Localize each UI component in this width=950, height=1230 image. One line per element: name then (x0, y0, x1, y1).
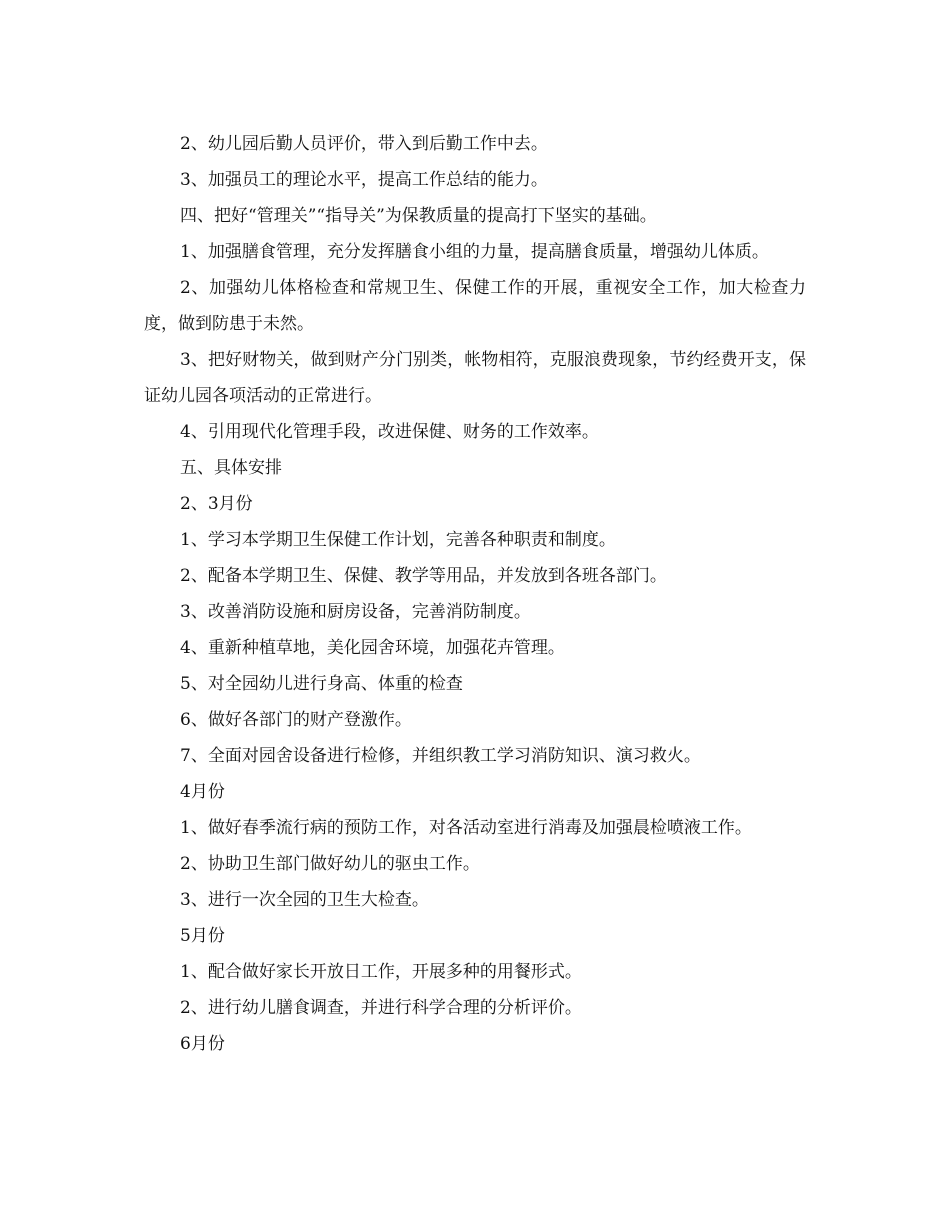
paragraph: 2、协助卫生部门做好幼儿的驱虫工作。 (180, 854, 480, 874)
paragraph: 2、配备本学期卫生、保健、教学等用品，并发放到各班各部门。 (180, 566, 667, 586)
paragraph: 1、做好春季流行病的预防工作，对各活动室进行消毒及加强晨检喷液工作。 (180, 818, 752, 838)
month-heading: 6月份 (180, 1034, 225, 1054)
paragraph: 4、引用现代化管理手段，改进保健、财务的工作效率。 (180, 422, 599, 442)
paragraph: 4、重新种植草地，美化园舍环境，加强花卉管理。 (180, 638, 565, 658)
section-heading: 五、具体安排 (180, 458, 282, 478)
paragraph: 2、加强幼儿体格检查和常规卫生、保健工作的开展，重视安全工作，加大检查力度，做到防患于未然。 (144, 278, 806, 334)
paragraph: 2、幼儿园后勤人员评价，带入到后勤工作中去。 (180, 134, 548, 154)
paragraph: 3、加强员工的理论水平，提高工作总结的能力。 (180, 170, 548, 190)
paragraph: 1、学习本学期卫生保健工作计划，完善各种职责和制度。 (180, 530, 616, 550)
month-heading: 4月份 (180, 782, 225, 802)
paragraph: 2、进行幼儿膳食调查，并进行科学合理的分析评价。 (180, 998, 582, 1018)
paragraph: 1、加强膳食管理，充分发挥膳食小组的力量，提高膳食质量，增强幼儿体质。 (180, 242, 769, 262)
section-heading: 四、把好“管理关”“指导关”为保教质量的提高打下坚实的基础。 (180, 206, 657, 226)
paragraph: 7、全面对园舍设备进行检修，并组织教工学习消防知识、演习救火。 (180, 746, 701, 766)
paragraph: 5、对全园幼儿进行身高、体重的检查 (180, 674, 463, 694)
paragraph: 3、把好财物关，做到财产分门别类，帐物相符，克服浪费现象，节约经费开支，保证幼儿园各项活动的正常进行。 (144, 350, 806, 406)
document-body (144, 126, 806, 1062)
paragraph: 1、配合做好家长开放日工作，开展多种的用餐形式。 (180, 962, 582, 982)
paragraph: 3、改善消防设施和厨房设备，完善消防制度。 (180, 602, 531, 622)
paragraph: 6、做好各部门的财产登激作。 (180, 710, 412, 730)
paragraph: 3、进行一次全园的卫生大检查。 (180, 890, 429, 910)
month-heading: 2、3月份 (180, 494, 253, 514)
month-heading: 5月份 (180, 926, 225, 946)
